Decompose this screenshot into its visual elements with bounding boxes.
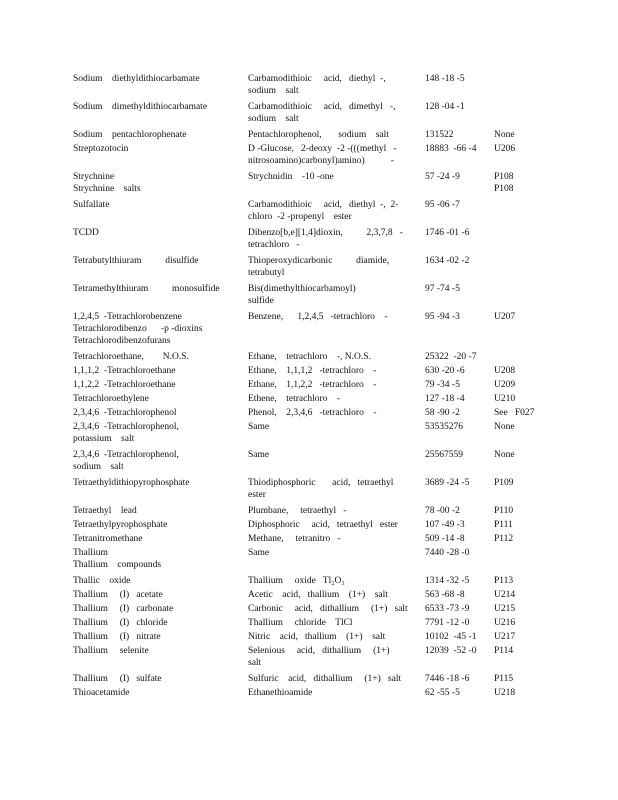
substance-name: Thallium (I) sulfate	[73, 674, 162, 684]
cas-number: 97 -74 -5	[425, 284, 460, 294]
hazardous-waste-code: P109	[494, 478, 514, 488]
cas-number: 53535276	[425, 422, 463, 432]
hazardous-waste-code: None	[494, 422, 515, 432]
substance-name: Tetramethylthiuram monosulfide	[73, 284, 220, 294]
chemical-abstracts-name: Nitric acid, thallium (1+) salt	[248, 632, 386, 642]
hazardous-waste-code: P114	[494, 646, 514, 656]
chemical-abstracts-name: D -Glucose, 2-deoxy -2 -(((methyl - nitrosoamino)carbonyl)amino) -	[248, 144, 397, 166]
substance-name: Sodium dimethyldithiocarbamate	[73, 102, 208, 112]
chemical-abstracts-name: Same	[248, 548, 270, 558]
cas-number: 127 -18 -4	[425, 394, 465, 404]
cas-number: 1634 -02 -2	[425, 256, 470, 266]
cas-number: 128 -04 -1	[425, 102, 465, 112]
substance-name: Tetranitromethane	[73, 534, 143, 544]
chemical-abstracts-name: Phenol, 2,3,4,6 -tetrachloro -	[248, 408, 377, 418]
cas-number: 563 -68 -8	[425, 590, 465, 600]
substance-name: Tetraethyl lead	[73, 506, 137, 516]
cas-number: 6533 -73 -9	[425, 604, 470, 614]
substance-name: 1,2,4,5 -Tetrachlorobenzene Tetrachlorodibenzo -p -dioxins Tetrachlorodibenzofurans	[73, 312, 203, 346]
substance-name: 1,1,2,2 -Tetrachloroethane	[73, 380, 176, 390]
substance-name: Tetrabutylthiuram disulfide	[73, 256, 199, 266]
substance-name: Thallium selenite	[73, 646, 149, 656]
substance-name: Sodium diethyldithiocarbamate	[73, 74, 200, 84]
substance-name: 2,3,4,6 -Tetrachlorophenol, sodium salt	[73, 450, 179, 472]
chemical-abstracts-name: Pentachlorophenol, sodium salt	[248, 130, 389, 140]
hazardous-waste-code: U208	[494, 366, 516, 376]
cas-number: 25567559	[425, 450, 463, 460]
cas-number: 78 -00 -2	[425, 506, 460, 516]
hazardous-waste-code: U218	[494, 688, 516, 698]
substance-name: Tetraethylpyrophosphate	[73, 520, 168, 530]
substance-name: Thallium (I) chloride	[73, 618, 168, 628]
chemical-abstracts-name: Ethane, 1,1,2,2 -tetrachloro -	[248, 380, 377, 390]
cas-number: 131522	[425, 130, 454, 140]
chemical-abstracts-name: Ethanethioamide	[248, 688, 313, 698]
substance-name: Streptozotocin	[73, 144, 129, 154]
chemical-abstracts-name: Sulfuric acid, dithallium (1+) salt	[248, 674, 402, 684]
hazardous-waste-code: P110	[494, 506, 514, 516]
cas-number: 58 -90 -2	[425, 408, 460, 418]
chemical-abstracts-name: Strychnidin -10 -one	[248, 172, 334, 182]
substance-name: Thallium (I) carbonate	[73, 604, 174, 614]
cas-number: 12039 -52 -0	[425, 646, 477, 656]
chemical-abstracts-name: Bis(dimethylthiocarbamoyl) sulfide	[248, 284, 356, 306]
chemical-abstracts-name: Plumbane, tetraethyl -	[248, 506, 347, 516]
chemical-abstracts-name: Same	[248, 450, 270, 460]
chemical-abstracts-name: Carbamodithioic acid, diethyl -, sodium salt	[248, 74, 386, 96]
cas-number: 3689 -24 -5	[425, 478, 470, 488]
cas-number: 1746 -01 -6	[425, 228, 470, 238]
chemical-abstracts-name: Thallium chloride TlCl	[248, 618, 353, 628]
hazardous-waste-code: U206	[494, 144, 516, 154]
chemical-abstracts-name: Thiodiphosphoric acid, tetraethyl ester	[248, 478, 394, 500]
hazardous-waste-code: P108 P108	[494, 172, 514, 194]
cas-number: 95 -06 -7	[425, 200, 460, 210]
substance-name: TCDD	[73, 228, 99, 238]
hazardous-waste-code: P115	[494, 674, 514, 684]
hazardous-waste-code: U207	[494, 312, 516, 322]
cas-number: 62 -55 -5	[425, 688, 460, 698]
substance-name: Thallium (I) acetate	[73, 590, 163, 600]
cas-number: 25322 -20 -7	[425, 352, 477, 362]
chemical-abstracts-name: Dibenzo[b,e][1,4]dioxin, 2,3,7,8 - tetrachloro -	[248, 228, 403, 250]
chemical-abstracts-name: Thallium oxide Tl₂O₃	[248, 576, 345, 586]
substance-name: Sodium pentachlorophenate	[73, 130, 187, 140]
hazardous-waste-code: U210	[494, 394, 516, 404]
substance-name: 1,1,1,2 -Tetrachloroethane	[73, 366, 176, 376]
hazardous-waste-code: P111	[494, 520, 513, 530]
cas-number: 7440 -28 -0	[425, 548, 470, 558]
cas-number: 1314 -32 -5	[425, 576, 470, 586]
hazardous-waste-code: None	[494, 130, 515, 140]
substance-name: Tetrachloroethylene	[73, 394, 149, 404]
cas-number: 7446 -18 -6	[425, 674, 470, 684]
chemical-abstracts-name: Methane, tetranitro -	[248, 534, 341, 544]
substance-name: Strychnine Strychnine salts	[73, 172, 141, 194]
chemical-abstracts-name: Carbamodithioic acid, dimethyl -, sodium salt	[248, 102, 396, 124]
chemical-abstracts-name: Carbonic acid, dithallium (1+) salt	[248, 604, 408, 614]
hazardous-waste-code: U209	[494, 380, 516, 390]
substance-name: Thallium (I) nitrate	[73, 632, 161, 642]
substance-name: Thallic oxide	[73, 576, 131, 586]
cas-number: 630 -20 -6	[425, 366, 465, 376]
substance-name: Thioacetamide	[73, 688, 130, 698]
substance-name: Tetrachloroethane, N.O.S.	[73, 352, 189, 362]
substance-name: Tetraethyldithiopyrophosphate	[73, 478, 190, 488]
chemical-abstracts-name: Same	[248, 422, 270, 432]
cas-number: 79 -34 -5	[425, 380, 460, 390]
hazardous-waste-code: U215	[494, 604, 516, 614]
chemical-abstracts-name: Ethene, tetrachloro -	[248, 394, 341, 404]
chemical-abstracts-name: Carbamodithioic acid, diethyl -, 2- chloro -2 -propenyl ester	[248, 200, 399, 222]
cas-number: 7791 -12 -0	[425, 618, 470, 628]
substance-name: Thallium Thallium compounds	[73, 548, 162, 570]
cas-number: 148 -18 -5	[425, 74, 465, 84]
substance-name: 2,3,4,6 -Tetrachlorophenol, potassium salt	[73, 422, 179, 444]
hazardous-waste-code: See F027	[494, 408, 535, 418]
hazardous-waste-code: P113	[494, 576, 514, 586]
hazardous-waste-code: U214	[494, 590, 516, 600]
cas-number: 95 -94 -3	[425, 312, 460, 322]
cas-number: 509 -14 -8	[425, 534, 465, 544]
hazardous-waste-code: P112	[494, 534, 514, 544]
chemical-abstracts-name: Diphosphoric acid, tetraethyl ester	[248, 520, 398, 530]
chemical-abstracts-name: Ethane, 1,1,1,2 -tetrachloro -	[248, 366, 377, 376]
cas-number: 107 -49 -3	[425, 520, 465, 530]
chemical-abstracts-name: Selenious acid, dithallium (1+) salt	[248, 646, 390, 668]
hazardous-waste-code: U217	[494, 632, 516, 642]
cas-number: 18883 -66 -4	[425, 144, 477, 154]
chemical-abstracts-name: Ethane, tetrachloro -, N.O.S.	[248, 352, 371, 362]
hazardous-waste-code: None	[494, 450, 515, 460]
substance-name: Sulfallate	[73, 200, 110, 210]
hazardous-waste-code: U216	[494, 618, 516, 628]
substance-name: 2,3,4,6 -Tetrachlorophenol	[73, 408, 177, 418]
chemical-abstracts-name: Benzene, 1,2,4,5 -tetrachloro -	[248, 312, 388, 322]
chemical-abstracts-name: Thioperoxydicarbonic diamide, tetrabutyl	[248, 256, 390, 278]
cas-number: 10102 -45 -1	[425, 632, 477, 642]
cas-number: 57 -24 -9	[425, 172, 460, 182]
chemical-abstracts-name: Acetic acid, thallium (1+) salt	[248, 590, 388, 600]
